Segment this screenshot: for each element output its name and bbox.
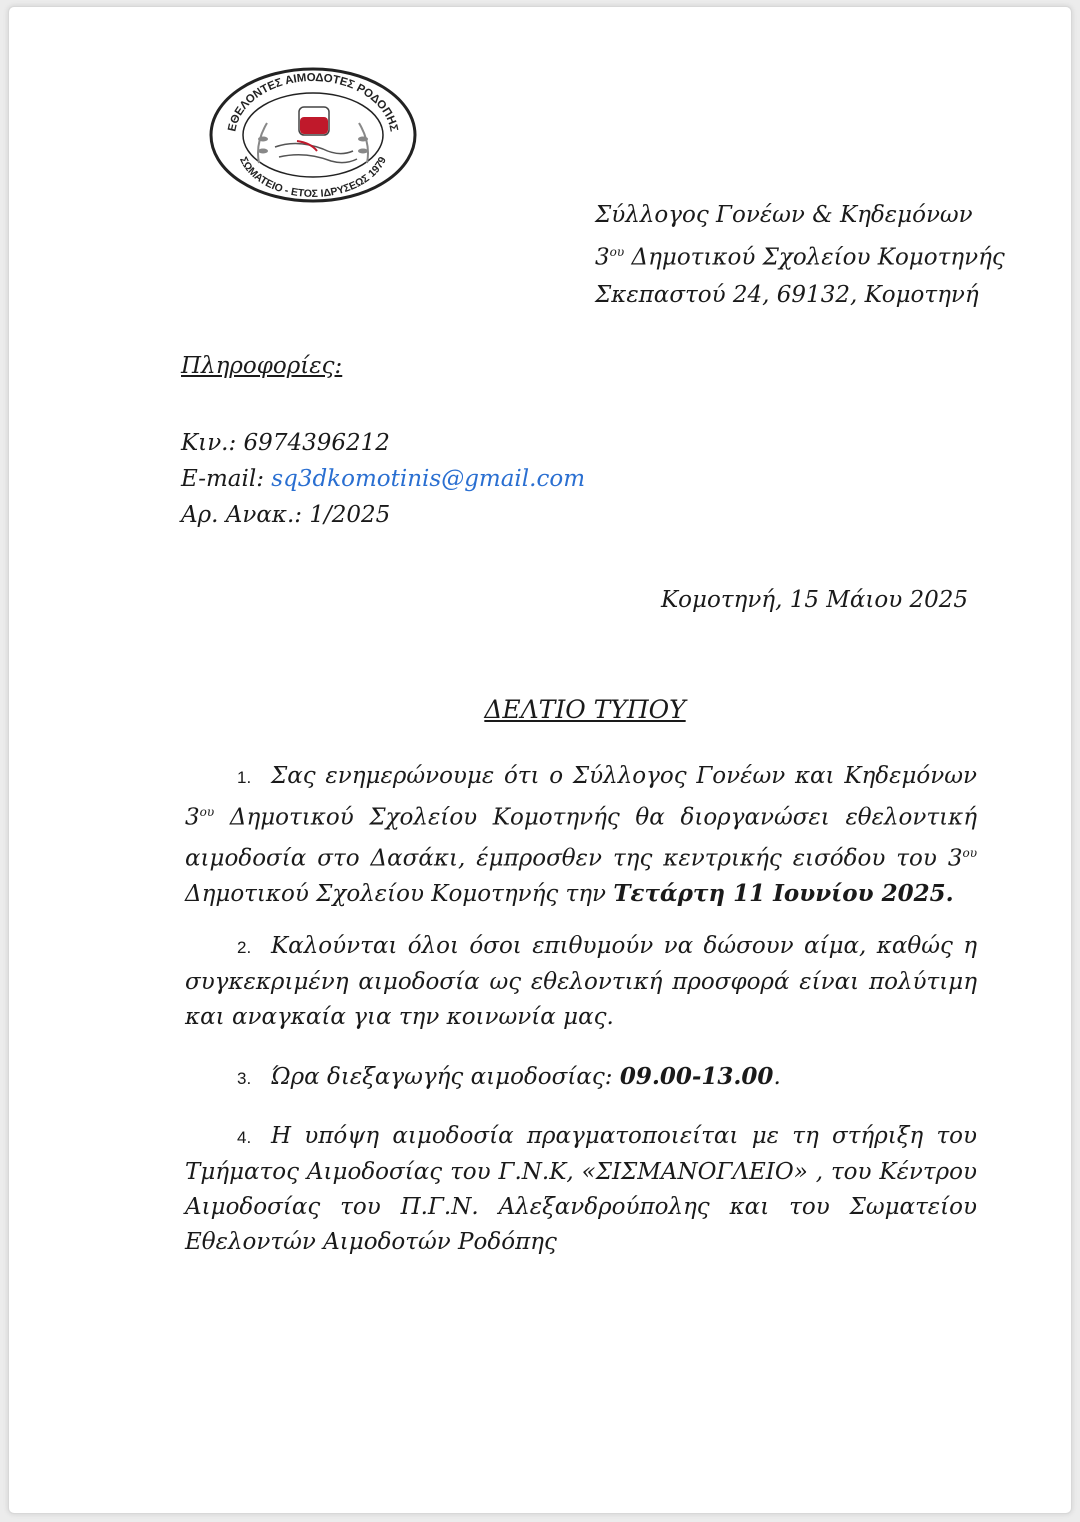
logo-text-bottom: ΣΩΜΑΤΕΙΟ - ΕΤΟΣ ΙΔΡΥΣΕΩΣ 1979 bbox=[237, 155, 389, 201]
paragraph-1: 1. Σας ενημερώνουμε ότι ο Σύλλογος Γονέων και Κηδεμόνων $3^{o\upsilon}$ Δημοτικού Σχολείου Κομοτηνής θα διοργανώσει εθελοντική αιμοδοσία στο Δασάκι, έμπροσθεν της κεντρικής εισόδου του $3^{o\upsilon}$ Δημοτικού Σχολείου Κομοτηνής την Τετάρτη 11 Ιουνίου 2025. bbox=[185, 759, 977, 912]
paragraph-4: 4. Η υπόψη αιμοδοσία πραγματοποιείται με τη στήριξη του Τμήματος Αιμοδοσίας του Γ.Ν.Κ, «ΣΙΣΜΑΝΟΓΛΕΙΟ» , του Κέντρου Αιμοδοσίας του Π.Γ.Ν. Αλεξανδρούπολης και του Σωματείου Εθελοντών Αιμοδοτών Ροδόπης bbox=[185, 1119, 977, 1260]
paragraph-3: 3. Ώρα διεξαγωγής αιμοδοσίας: 09.00-13.00. bbox=[185, 1059, 977, 1096]
paragraph-number: 4. bbox=[237, 1128, 252, 1147]
document-date: Κομοτηνή, 15 Μάιου 2025 bbox=[661, 587, 969, 613]
logo-text-top: ΕΘΕΛΟΝΤΕΣ ΑΙΜΟΔΟΤΕΣ ΡΟΔΟΠΗΣ bbox=[226, 71, 400, 133]
paragraph-number: 1. bbox=[237, 768, 252, 787]
email-link[interactable]: sq3dkomotinis@gmail.com bbox=[271, 466, 585, 492]
sender-line-3: Σκεπαστού 24, 69132, Κομοτηνή bbox=[595, 281, 979, 308]
phone-number: Κιν.: 6974396212 bbox=[181, 430, 390, 456]
info-heading: Πληροφορίες: bbox=[181, 353, 343, 379]
document-page bbox=[8, 6, 1072, 1514]
sender-address bbox=[595, 197, 1005, 314]
event-date: Τετάρτη 11 Ιουνίου 2025. bbox=[613, 880, 954, 908]
sender-line-2: $3^{o\upsilon}$ Δημοτικού Σχολείου Κομοτηνής bbox=[595, 244, 1005, 271]
sender-line-1: Σύλλογος Γονέων & Κηδεμόνων bbox=[595, 202, 973, 228]
event-hours: 09.00-13.00 bbox=[619, 1063, 774, 1090]
document-title: ΔΕΛΤΙΟ ΤΥΠΟΥ bbox=[484, 695, 686, 724]
laurel-left-icon bbox=[258, 123, 267, 163]
paragraph-2: 2. Καλούνται όλοι όσοι επιθυμούν να δώσουν αίμα, καθώς η συγκεκριμένη αιμοδοσία ως εθελοντική προσφορά είναι πολύτιμη και αναγκαία για την κοινωνία μας. bbox=[185, 929, 977, 1035]
blood-donors-logo bbox=[207, 65, 419, 203]
reference-number: Αρ. Ανακ.: 1/2025 bbox=[181, 502, 391, 528]
paragraph-number: 3. bbox=[237, 1069, 252, 1088]
paragraph-number: 2. bbox=[237, 938, 252, 957]
email-line: E-mail: sq3dkomotinis@gmail.com bbox=[181, 466, 585, 492]
contact-details bbox=[181, 425, 585, 533]
